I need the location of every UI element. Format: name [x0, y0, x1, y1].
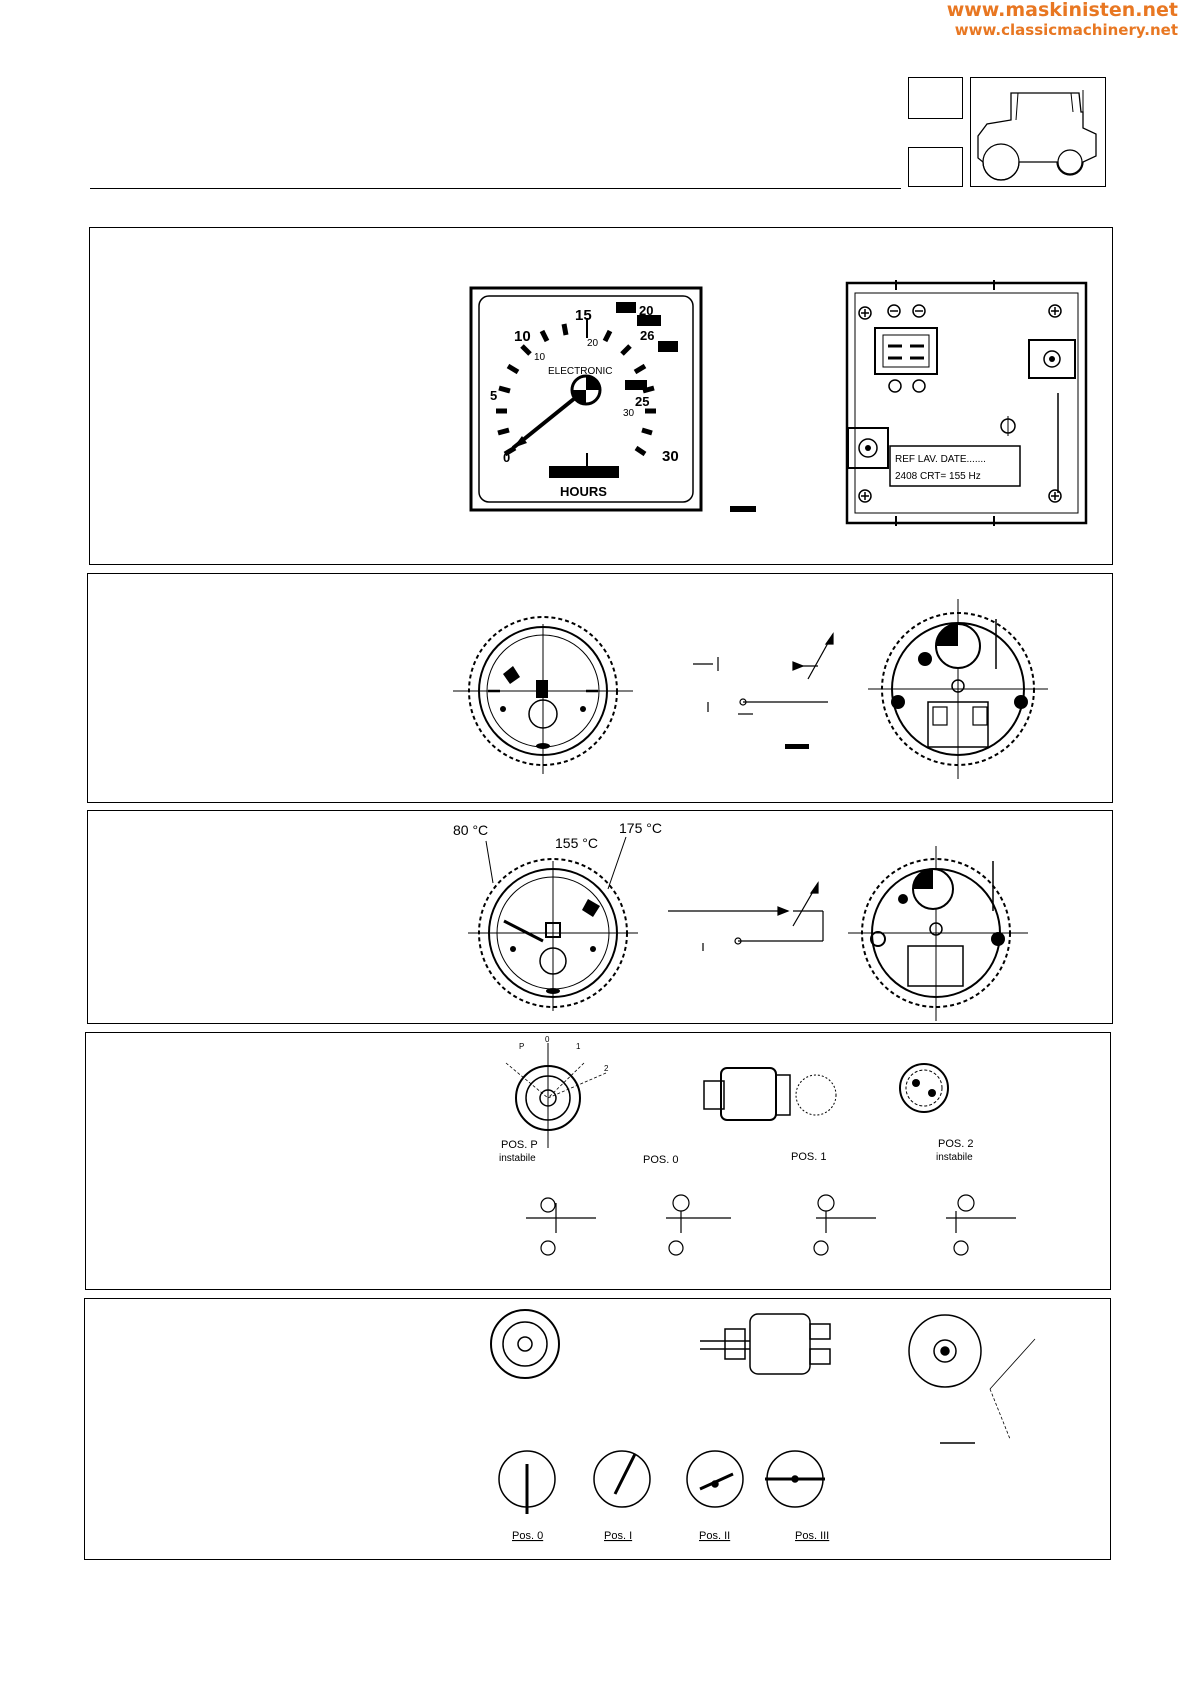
rear-label-line-1: REF LAV. DATE.......	[895, 454, 986, 465]
watermark-line-1: www.maskinisten.net	[946, 0, 1178, 21]
watermark	[947, 0, 1178, 40]
header-rule	[90, 188, 901, 189]
fuel-wiring-diagram	[693, 634, 833, 714]
scale-label-30: 30	[662, 448, 679, 465]
inner-scale-20: 20	[587, 338, 599, 349]
pos-p-title: POS. P	[501, 1139, 538, 1151]
pos-0-title: POS. 0	[643, 1154, 679, 1166]
light-switch-front	[491, 1310, 559, 1378]
scale-label-5: 5	[490, 388, 498, 403]
hours-label: HOURS	[560, 484, 607, 499]
key-switch-circuits	[526, 1195, 1016, 1255]
temp-mark-80: 80 °C	[453, 822, 489, 838]
pos-2-title: POS. 2	[938, 1138, 974, 1150]
scale-label-0: 0	[503, 450, 511, 465]
light-switch-positions	[499, 1451, 825, 1514]
light-pos-3-caption: Pos. III	[795, 1530, 830, 1542]
panel-hour-meter	[89, 227, 1113, 565]
fuel-gauge-rear	[868, 599, 1048, 779]
temp-wiring-diagram	[668, 883, 823, 951]
temp-gauge-rear	[848, 846, 1028, 1021]
rear-label-line-2: 2408 CRT= 155 Hz	[895, 471, 981, 482]
temp-mark-155: 155 °C	[555, 835, 598, 851]
light-switch-side	[700, 1314, 830, 1374]
key-pos-1: 1	[576, 1042, 581, 1051]
fuel-gauge-front	[453, 617, 633, 774]
reference-box-top	[908, 77, 963, 119]
hour-meter-rear-face	[847, 280, 1086, 526]
key-pos-p: P	[519, 1042, 525, 1051]
reference-box-bottom	[908, 147, 963, 187]
panel-temp-gauge	[87, 810, 1113, 1024]
scale-label-20: 20	[639, 303, 654, 318]
scale-label-10: 10	[514, 328, 531, 345]
pos-p-subtitle: instabile	[499, 1153, 536, 1164]
key-switch-rear	[900, 1064, 948, 1112]
panel-fuel-gauge	[87, 573, 1113, 803]
pos-1-title: POS. 1	[791, 1151, 827, 1163]
inner-scale-30: 30	[623, 408, 635, 419]
light-pos-1-caption: Pos. I	[604, 1530, 633, 1542]
key-pos-2: 2	[604, 1064, 609, 1073]
panel-light-switch	[84, 1298, 1111, 1560]
inner-scale-10: 10	[534, 352, 546, 363]
key-pos-0: 0	[545, 1035, 550, 1044]
scale-label-15: 15	[575, 307, 592, 324]
key-switch-side	[704, 1068, 836, 1120]
temp-gauge-front	[468, 837, 638, 1011]
light-pos-0-caption: Pos. 0	[512, 1530, 544, 1542]
temp-mark-175: 175 °C	[619, 820, 662, 836]
inner-scale-26: 26	[640, 328, 655, 343]
key-switch-face	[506, 1043, 606, 1148]
watermark-line-2: www.classicmachinery.net	[954, 21, 1178, 39]
pos-2-subtitle: instabile	[936, 1152, 973, 1163]
scale-label-25: 25	[635, 394, 650, 409]
light-pos-2-caption: Pos. II	[699, 1530, 731, 1542]
tractor-icon	[970, 77, 1106, 187]
panel-key-switch	[85, 1032, 1111, 1290]
brand-text: ELECTRONIC	[548, 366, 613, 377]
light-switch-rear	[909, 1315, 1035, 1443]
